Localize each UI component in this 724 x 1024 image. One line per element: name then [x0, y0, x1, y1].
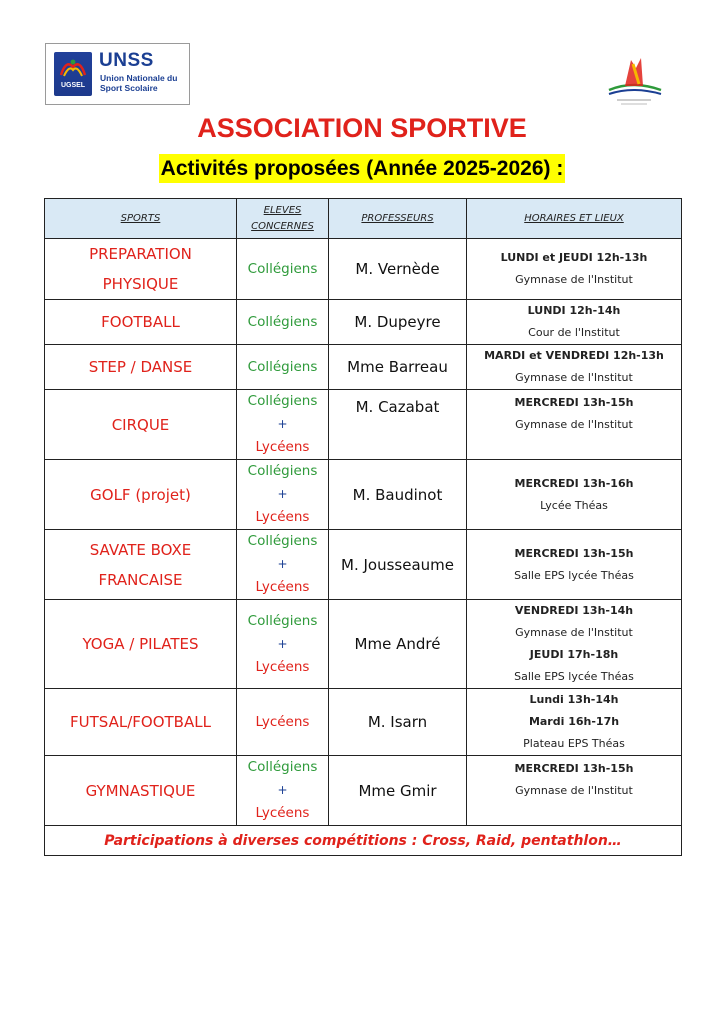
sport-name: STEP / DANSE	[45, 345, 237, 390]
professeur: M. Jousseaume	[329, 530, 467, 600]
eleves-concernes: Lycéens	[237, 689, 329, 756]
eleves-concernes: Collégiens + Lycéens	[237, 756, 329, 826]
horaires-lieux: MARDI et VENDREDI 12h-13h Gymnase de l'Institut	[467, 345, 682, 390]
table-row	[45, 460, 682, 530]
professeur: M. Baudinot	[329, 460, 467, 530]
table-row	[45, 756, 682, 826]
eleves-concernes: Collégiens	[237, 300, 329, 345]
table-header-row	[45, 199, 682, 239]
horaires-lieux: Lundi 13h-14h Mardi 16h-17h Plateau EPS Théas	[467, 689, 682, 756]
sport-name: CIRQUE	[45, 390, 237, 460]
eleves-concernes: Collégiens	[237, 239, 329, 300]
professeur: M. Vernède	[329, 239, 467, 300]
eleves-concernes: Collégiens + Lycéens	[237, 530, 329, 600]
eleves-concernes: Collégiens + Lycéens	[237, 600, 329, 689]
table-footer: Participations à diverses compétitions : Cross, Raid, pentathlon…	[45, 826, 682, 856]
horaires-lieux: MERCREDI 13h-15h Gymnase de l'Institut	[467, 756, 682, 826]
professeur: M. Dupeyre	[329, 300, 467, 345]
horaires-lieux: VENDREDI 13h-14h Gymnase de l'Institut JEUDI 17h-18h Salle EPS lycée Théas	[467, 600, 682, 689]
sport-name: SAVATE BOXE FRANCAISE	[45, 530, 237, 600]
horaires-lieux: LUNDI 12h-14h Cour de l'Institut	[467, 300, 682, 345]
ugsel-badge	[54, 52, 92, 96]
table-row	[45, 390, 682, 460]
table-row	[45, 239, 682, 300]
sport-name: GOLF (projet)	[45, 460, 237, 530]
table-row	[45, 345, 682, 390]
eleves-concernes: Collégiens	[237, 345, 329, 390]
sport-name: GYMNASTIQUE	[45, 756, 237, 826]
unss-logo	[45, 43, 190, 105]
professeur: Mme Barreau	[329, 345, 467, 390]
horaires-lieux: MERCREDI 13h-15h Gymnase de l'Institut	[467, 390, 682, 460]
sport-name: FUTSAL/FOOTBALL	[45, 689, 237, 756]
sport-name: PREPARATION PHYSIQUE	[45, 239, 237, 300]
header-horaires: HORAIRES ET LIEUX	[467, 199, 682, 239]
professeur: Mme André	[329, 600, 467, 689]
page-subtitle: Activités proposées (Année 2025-2026) :	[159, 154, 566, 183]
horaires-lieux: LUNDI et JEUDI 12h-13h Gymnase de l'Institut	[467, 239, 682, 300]
unss-subtitle: Union Nationale du Sport Scolaire	[100, 73, 178, 93]
eleves-concernes: Collégiens + Lycéens	[237, 390, 329, 460]
header-sports: SPORTS	[45, 199, 237, 239]
eleves-concernes: Collégiens + Lycéens	[237, 460, 329, 530]
horaires-lieux: MERCREDI 13h-15h Salle EPS lycée Théas	[467, 530, 682, 600]
professeur: Mme Gmir	[329, 756, 467, 826]
ugsel-label: UGSEL	[60, 82, 86, 89]
sport-name: YOGA / PILATES	[45, 600, 237, 689]
sport-name: FOOTBALL	[45, 300, 237, 345]
table-row	[45, 689, 682, 756]
table-row	[45, 530, 682, 600]
activities-table	[44, 198, 682, 856]
professeur: M. Isarn	[329, 689, 467, 756]
header-eleves: ELEVES CONCERNES	[237, 199, 329, 239]
unss-brand: UNSS	[99, 50, 154, 71]
page-title: ASSOCIATION SPORTIVE	[197, 113, 527, 143]
school-logo-icon	[603, 54, 665, 110]
table-row	[45, 600, 682, 689]
header-professeurs: PROFESSEURS	[329, 199, 467, 239]
horaires-lieux: MERCREDI 13h-16h Lycée Théas	[467, 460, 682, 530]
table-row	[45, 300, 682, 345]
professeur: M. Cazabat	[329, 390, 467, 460]
